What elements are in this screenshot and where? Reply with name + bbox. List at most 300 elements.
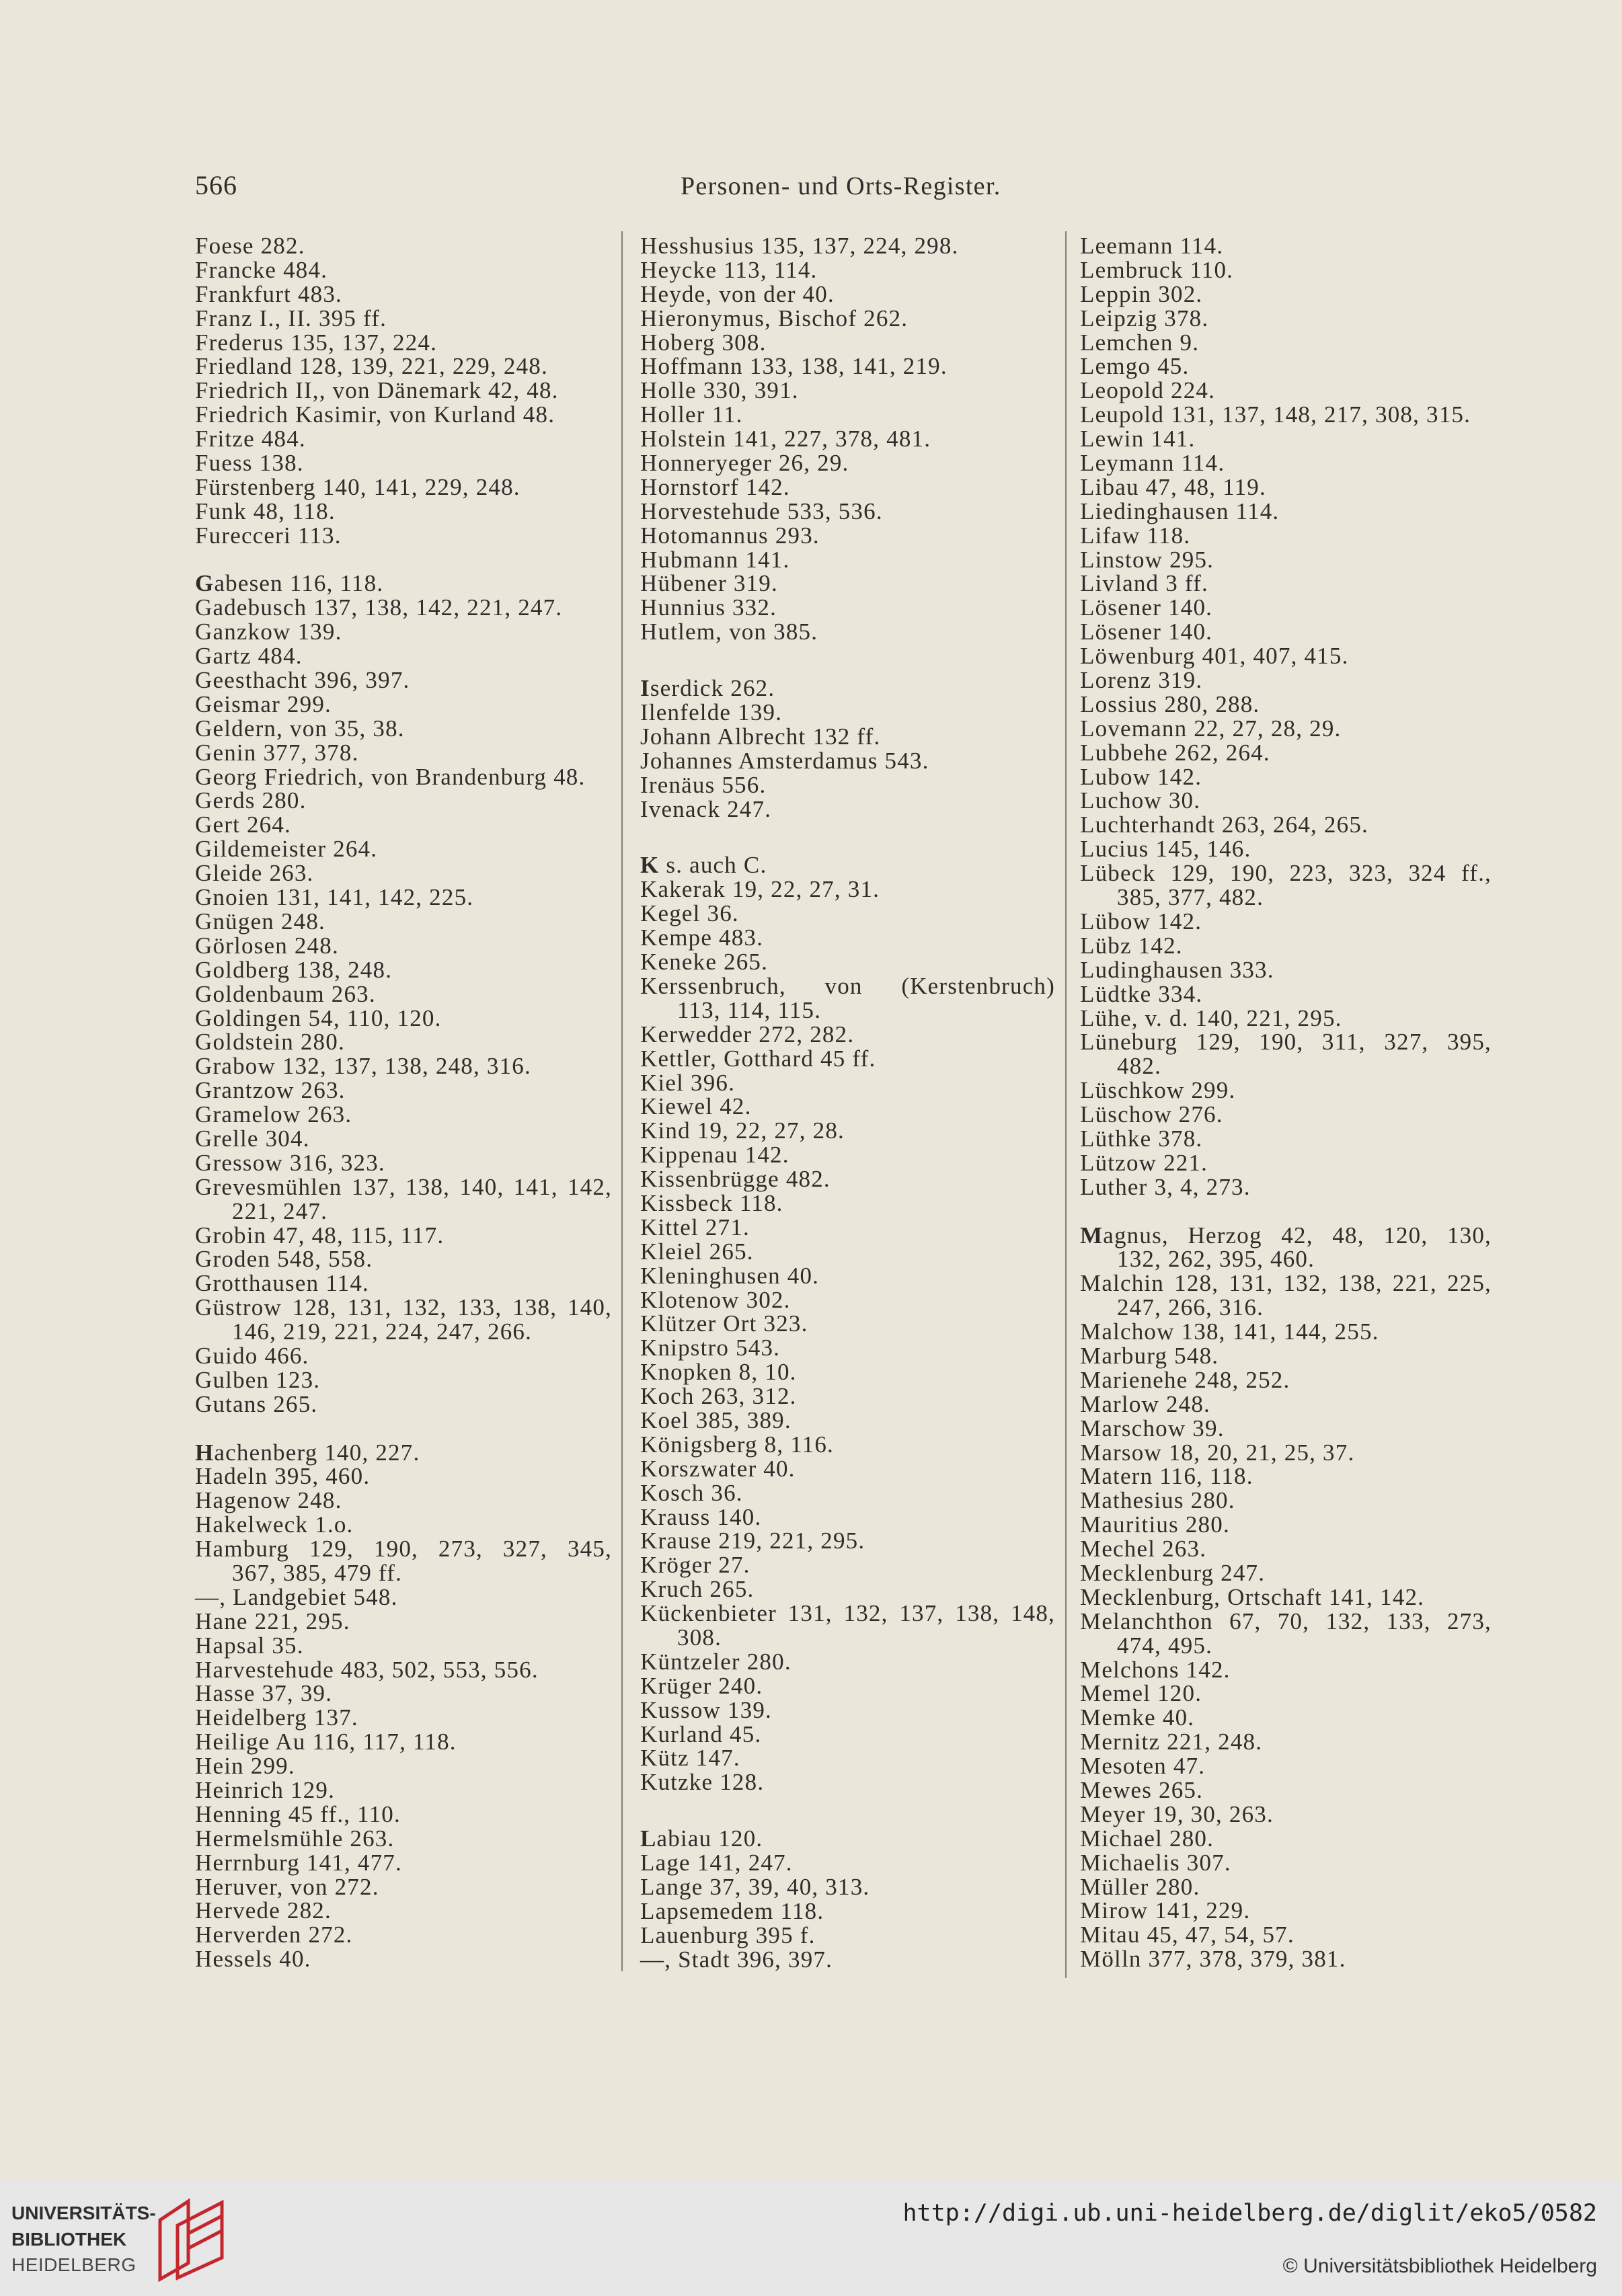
entry-line: Mirow 141, 229.: [1080, 1897, 1251, 1924]
index-entry: [640, 379, 1055, 403]
index-entry: [640, 1288, 1055, 1312]
index-entry: [1080, 451, 1492, 475]
entry-line: Memke 40.: [1080, 1704, 1195, 1731]
index-entry: [1080, 1851, 1492, 1875]
entry-line: Gadebusch 137, 138, 142, 221, 247.: [195, 594, 563, 621]
entry-line: Kind 19, 22, 27, 28.: [640, 1117, 845, 1144]
entry-line: Lüdtke 334.: [1080, 980, 1203, 1007]
index-entry: [1080, 1658, 1492, 1682]
index-entry: [195, 1778, 612, 1803]
index-entry: [1080, 1417, 1492, 1441]
entry-line: Kleninghusen 40.: [640, 1262, 820, 1289]
entry-line: Geldern, von 35, 38.: [195, 715, 405, 742]
entry-line: Frankfurt 483.: [195, 280, 342, 307]
index-entry: [195, 1658, 612, 1682]
entry-line: Gartz 484.: [195, 643, 303, 670]
index-entry: [195, 1464, 612, 1489]
index-entry: [640, 620, 1055, 644]
index-entry: [640, 1827, 1055, 1851]
index-entry: [195, 1078, 612, 1103]
entry-line: Lubow 142.: [1080, 763, 1202, 790]
entry-line: Lüthke 378.: [1080, 1125, 1203, 1152]
index-entry: [1080, 571, 1492, 596]
entry-line: Grobin 47, 48, 115, 117.: [195, 1222, 445, 1249]
entry-line: Honneryeger 26, 29.: [640, 450, 849, 477]
index-entry: [195, 1827, 612, 1851]
entry-line: Hermelsmühle 263.: [195, 1825, 395, 1852]
index-entry: [1080, 1464, 1492, 1489]
entry-line: Krüger 240.: [640, 1672, 763, 1699]
entry-line: Luther 3, 4, 273.: [1080, 1173, 1251, 1200]
index-entry: [1080, 861, 1492, 910]
entry-line: Hesshusius 135, 137, 224, 298.: [640, 233, 959, 259]
entry-line: Kegel 36.: [640, 900, 739, 927]
index-entry: [195, 571, 612, 596]
index-entry: [195, 1368, 612, 1392]
entry-line: Horvestehude 533, 536.: [640, 498, 883, 524]
index-entry: [1080, 596, 1492, 620]
index-entry: [195, 982, 612, 1006]
entry-line: Herverden 272.: [195, 1922, 353, 1948]
index-entry: [1080, 1151, 1492, 1175]
index-entry: [195, 1585, 612, 1610]
entry-line: Kütz 147.: [640, 1745, 740, 1772]
index-entry: [1080, 1224, 1492, 1272]
entry-line: Kippenau 142.: [640, 1142, 789, 1169]
entry-line: Linstow 295.: [1080, 546, 1214, 573]
entry-line: Mernitz 221, 248.: [1080, 1729, 1263, 1755]
entry-line: Klützer Ort 323.: [640, 1310, 808, 1337]
entry-line: Görlosen 248.: [195, 932, 339, 959]
index-entry: [640, 307, 1055, 331]
index-entry: [640, 1071, 1055, 1095]
index-entry: [640, 427, 1055, 451]
index-entry: [195, 1634, 612, 1658]
index-entry: [1080, 1320, 1492, 1344]
entry-line: Francke 484.: [195, 256, 328, 283]
letter-initial: H: [195, 1439, 215, 1466]
index-entry: [195, 1103, 612, 1127]
entry-line: Kröger 27.: [640, 1552, 750, 1579]
entry-continuation: 247, 266, 316.: [1117, 1294, 1264, 1321]
entry-line: Heilige Au 116, 117, 118.: [195, 1729, 457, 1755]
entry-line: Lützow 221.: [1080, 1149, 1208, 1176]
entry-line: —, Stadt 396, 397.: [640, 1946, 833, 1973]
index-entry: [1080, 1344, 1492, 1368]
entry-line: Irenäus 556.: [640, 771, 767, 798]
index-entry: [640, 524, 1055, 548]
index-entry: [640, 974, 1055, 1023]
entry-line: Gutans 265.: [195, 1390, 318, 1417]
entry-line: Müller 280.: [1080, 1873, 1200, 1900]
index-entry: [195, 1247, 612, 1271]
index-entry: [640, 1095, 1055, 1119]
index-entry: [195, 1392, 612, 1417]
entry-line: Goldberg 138, 248.: [195, 956, 393, 983]
permalink-url: http://digi.ub.uni-heidelberg.de/diglit/eko5/0582: [902, 2200, 1597, 2227]
index-entry: [195, 1730, 612, 1754]
entry-line: Melanchthon 67, 70, 132, 133, 273,: [1080, 1608, 1492, 1634]
index-entry: [640, 1948, 1055, 1972]
entry-line: Küntzeler 280.: [640, 1648, 791, 1675]
index-entry: [1080, 644, 1492, 668]
index-entry: [640, 877, 1055, 902]
index-entry: [1080, 282, 1492, 307]
index-entry: [640, 1360, 1055, 1384]
entry-line: Mecklenburg 247.: [1080, 1559, 1266, 1586]
letter-group: [640, 853, 1055, 1794]
index-entry: [1080, 1078, 1492, 1103]
entry-line: Marschow 39.: [1080, 1415, 1225, 1441]
library-name-line: BIBLIOTHEK: [11, 2228, 127, 2250]
entry-line: Johannes Amsterdamus 543.: [640, 747, 929, 774]
entry-line: Henning 45 ff., 110.: [195, 1800, 401, 1827]
entry-line: Knipstro 543.: [640, 1335, 781, 1361]
entry-line: Heinrich 129.: [195, 1777, 336, 1803]
entry-line: Holstein 141, 227, 378, 481.: [640, 426, 931, 452]
entry-line: Hubmann 141.: [640, 546, 790, 573]
entry-line: Mitau 45, 47, 54, 57.: [1080, 1922, 1295, 1948]
index-entry: [1080, 741, 1492, 765]
entry-line: Mechel 263.: [1080, 1536, 1207, 1562]
entry-line: Libau 47, 48, 119.: [1080, 473, 1266, 500]
entry-line: Koel 385, 389.: [640, 1407, 791, 1433]
index-entry: [1080, 307, 1492, 331]
entry-line: Ludinghausen 333.: [1080, 956, 1274, 983]
letter-group: [640, 1827, 1055, 1971]
index-entry: [640, 548, 1055, 572]
index-entry: [640, 1601, 1055, 1650]
entry-line: Kiel 396.: [640, 1069, 736, 1096]
index-entry: [195, 1875, 612, 1899]
index-entry: [1080, 331, 1492, 355]
index-entry: [1080, 354, 1492, 379]
index-entry: [640, 853, 1055, 877]
entry-line: Lemchen 9.: [1080, 329, 1200, 356]
letter-group: [195, 234, 612, 548]
entry-line: Kosch 36.: [640, 1479, 743, 1506]
entry-line: Gildemeister 264.: [195, 836, 378, 863]
entry-line: Goldstein 280.: [195, 1029, 345, 1056]
index-entry: [195, 958, 612, 982]
letter-initial: K: [640, 852, 660, 879]
index-entry: [195, 258, 612, 282]
entry-line: Mesoten 47.: [1080, 1753, 1206, 1780]
letter-initial: I: [640, 675, 650, 702]
index-entry: [640, 1746, 1055, 1770]
entry-line: Hotomannus 293.: [640, 522, 820, 549]
index-entry: [195, 1947, 612, 1971]
entry-line: Lubbehe 262, 264.: [1080, 739, 1270, 766]
index-entry: [640, 1119, 1055, 1143]
entry-line: Genin 377, 378.: [195, 739, 359, 766]
entry-line: Lorenz 319.: [1080, 667, 1203, 694]
entry-line: Knopken 8, 10.: [640, 1359, 797, 1386]
entry-line: Heycke 113, 114.: [640, 256, 818, 283]
index-entry: [1080, 1561, 1492, 1585]
entry-line: Heyde, von der 40.: [640, 280, 835, 307]
entry-line: Meyer 19, 30, 263.: [1080, 1800, 1274, 1827]
running-title: Personen- und Orts-Register.: [681, 172, 1001, 200]
index-entry: [640, 1023, 1055, 1047]
index-entry: [1080, 1030, 1492, 1078]
index-entry: [1080, 258, 1492, 282]
entry-line: Leipzig 378.: [1080, 305, 1209, 331]
entry-line: Lage 141, 247.: [640, 1850, 793, 1876]
entry-line: Friedrich Kasimir, von Kurland 48.: [195, 401, 555, 428]
entry-line: Hapsal 35.: [195, 1632, 304, 1659]
index-entry: [195, 668, 612, 692]
index-entry: [195, 1513, 612, 1537]
entry-line: Malchin 128, 131, 132, 138, 221, 225,: [1080, 1270, 1492, 1297]
entry-line: Michaelis 307.: [1080, 1849, 1231, 1876]
index-entry: [640, 1924, 1055, 1948]
index-entry: [1080, 1923, 1492, 1947]
entry-line: Koch 263, 312.: [640, 1383, 797, 1410]
index-entry: [195, 644, 612, 668]
index-entry: [195, 861, 612, 885]
entry-line: Lapsemedem 118.: [640, 1897, 824, 1924]
library-footer: [0, 2180, 1622, 2296]
index-entry: [195, 1224, 612, 1248]
entry-line: Heruver, von 272.: [195, 1873, 379, 1900]
entry-line: Kissbeck 118.: [640, 1189, 783, 1216]
entry-line: Lovemann 22, 27, 28, 29.: [1080, 715, 1342, 742]
entry-line: Hunnius 332.: [640, 594, 777, 621]
entry-line: Lüschkow 299.: [1080, 1077, 1236, 1104]
entry-line: Kutzke 128.: [640, 1769, 765, 1796]
letter-initial: L: [640, 1825, 657, 1852]
entry-line: Holle 330, 391.: [640, 377, 799, 404]
index-entry: [195, 1030, 612, 1054]
entry-line: Malchow 138, 141, 144, 255.: [1080, 1318, 1379, 1345]
entry-line: Grantzow 263.: [195, 1077, 346, 1104]
entry-line: Kissenbrügge 482.: [640, 1166, 831, 1193]
index-entry: [640, 1577, 1055, 1601]
index-entry: [195, 1851, 612, 1875]
index-entry: [195, 692, 612, 717]
index-entry: [640, 1143, 1055, 1167]
entry-line: Grotthausen 114.: [195, 1270, 369, 1297]
entry-line: Grevesmühlen 137, 138, 140, 141, 142,: [195, 1173, 612, 1200]
entry-line: Kettler, Gotthard 45 ff.: [640, 1045, 876, 1072]
index-entry: [195, 475, 612, 500]
entry-line: Hein 299.: [195, 1753, 295, 1780]
entry-line: Lossius 280, 288.: [1080, 690, 1260, 717]
index-entry: [640, 354, 1055, 379]
entry-line: Friedrich II,, von Dänemark 42, 48.: [195, 377, 559, 404]
letter-group: [640, 234, 1055, 644]
entry-line: Kempe 483.: [640, 924, 764, 951]
entry-line: Gleide 263.: [195, 860, 314, 887]
entry-line: Foese 282.: [195, 233, 305, 259]
index-entry: [1080, 1368, 1492, 1392]
index-entry: [640, 701, 1055, 725]
entry-line: Holler 11.: [640, 401, 743, 428]
entry-line: Georg Friedrich, von Brandenburg 48.: [195, 763, 586, 790]
entry-line: Leymann 114.: [1080, 450, 1225, 477]
entry-line: Fürstenberg 140, 141, 229, 248.: [195, 473, 520, 500]
entry-line: Kakerak 19, 22, 27, 31.: [640, 876, 880, 903]
entry-continuation: 113, 114, 115.: [677, 996, 822, 1023]
entry-line: Harvestehude 483, 502, 553, 556.: [195, 1656, 539, 1683]
letter-group: [195, 1441, 612, 1972]
entry-line: Liedinghausen 114.: [1080, 498, 1280, 524]
index-entry: [195, 234, 612, 258]
index-entry: [640, 1650, 1055, 1674]
entry-line: Hadeln 395, 460.: [195, 1463, 371, 1490]
entry-line: Mathesius 280.: [1080, 1487, 1235, 1514]
entry-line: Guido 466.: [195, 1342, 309, 1369]
entry-line: Livland 3 ff.: [1080, 570, 1208, 597]
entry-line: K s. auch C.: [640, 852, 767, 879]
entry-line: Kittel 271.: [640, 1214, 750, 1240]
entry-line: Labiau 120.: [640, 1825, 763, 1852]
index-entry: [1080, 1585, 1492, 1610]
index-entry: [1080, 1706, 1492, 1730]
column-rule-right: [1065, 231, 1067, 1978]
index-entry: [1080, 1875, 1492, 1899]
index-entry: [640, 1553, 1055, 1577]
index-entry: [640, 282, 1055, 307]
entry-line: Gulben 123.: [195, 1366, 321, 1393]
entry-line: Hakelweck 1.o.: [195, 1511, 354, 1538]
entry-line: Matern 116, 118.: [1080, 1463, 1253, 1490]
entry-line: Heidelberg 137.: [195, 1704, 358, 1731]
index-entry: [195, 596, 612, 620]
index-entry: [640, 676, 1055, 701]
index-entry: [640, 1264, 1055, 1288]
entry-line: Luchterhandt 263, 264, 265.: [1080, 811, 1368, 838]
index-entry: [195, 282, 612, 307]
entry-line: Marburg 548.: [1080, 1342, 1219, 1369]
index-entry: [195, 1754, 612, 1778]
entry-line: Fritze 484.: [195, 426, 306, 452]
index-entry: [1080, 692, 1492, 717]
entry-line: Hornstorf 142.: [640, 473, 790, 500]
index-entry: [1080, 620, 1492, 644]
entry-line: Geismar 299.: [195, 690, 332, 717]
entry-continuation: 146, 219, 221, 224, 247, 266.: [232, 1318, 533, 1345]
letter-group: [640, 676, 1055, 821]
index-entry: [195, 717, 612, 741]
index-entry: [195, 524, 612, 548]
entry-line: Memel 120.: [1080, 1680, 1202, 1707]
entry-line: Groden 548, 558.: [195, 1246, 373, 1273]
index-entry: [1080, 1827, 1492, 1851]
index-entry: [640, 1047, 1055, 1071]
index-entry: [195, 307, 612, 331]
entry-line: Hoffmann 133, 138, 141, 219.: [640, 353, 948, 380]
entry-line: Lübeck 129, 190, 223, 323, 324 ff.,: [1080, 860, 1492, 887]
entry-line: Lewin 141.: [1080, 426, 1196, 452]
entry-line: Lübow 142.: [1080, 908, 1202, 935]
index-entry: [640, 1899, 1055, 1924]
entry-line: Mölln 377, 378, 379, 381.: [1080, 1946, 1346, 1973]
index-entry: [640, 234, 1055, 258]
entry-line: Iserdick 262.: [640, 675, 775, 702]
index-entry: [640, 1336, 1055, 1360]
entry-line: Gnügen 248.: [195, 908, 326, 935]
entry-line: Hervede 282.: [195, 1897, 332, 1924]
index-entry: [640, 596, 1055, 620]
entry-line: Leupold 131, 137, 148, 217, 308, 315.: [1080, 401, 1471, 428]
index-entry: [195, 1271, 612, 1296]
index-entry: [640, 1875, 1055, 1899]
entry-line: Lauenburg 395 f.: [640, 1922, 816, 1948]
entry-line: Lübz 142.: [1080, 932, 1183, 959]
entry-line: Leemann 114.: [1080, 233, 1224, 259]
index-entry: [1080, 1730, 1492, 1754]
entry-line: Melchons 142.: [1080, 1656, 1231, 1683]
index-entry: [1080, 1489, 1492, 1513]
index-entry: [1080, 548, 1492, 572]
entry-line: Goldenbaum 263.: [195, 980, 376, 1007]
index-entry: [1080, 982, 1492, 1006]
copyright-notice: © Universitätsbibliothek Heidelberg: [1282, 2255, 1597, 2277]
entry-line: Ganzkow 139.: [195, 619, 342, 645]
index-entry: [1080, 1947, 1492, 1971]
entry-line: Kerwedder 272, 282.: [640, 1021, 855, 1047]
index-entry: [1080, 1006, 1492, 1031]
entry-line: Güstrow 128, 131, 132, 133, 138, 140,: [195, 1294, 612, 1321]
library-name: [11, 2201, 156, 2279]
index-entry: [640, 1409, 1055, 1433]
index-entry: [1080, 813, 1492, 837]
entry-continuation: 221, 247.: [232, 1197, 328, 1224]
entry-line: Lucius 145, 146.: [1080, 836, 1251, 863]
entry-line: Franz I., II. 395 ff.: [195, 305, 387, 331]
index-entry: [640, 1216, 1055, 1240]
index-entry: [195, 837, 612, 861]
entry-line: Lösener 140.: [1080, 594, 1213, 621]
letter-group: [1080, 1224, 1492, 1972]
index-entry: [195, 1151, 612, 1175]
index-entry: [195, 1489, 612, 1513]
index-entry: [195, 1344, 612, 1368]
entry-line: Kleiel 265.: [640, 1238, 754, 1265]
index-entry: [195, 765, 612, 789]
index-entry: [640, 1312, 1055, 1336]
entry-line: Grelle 304.: [195, 1125, 310, 1152]
entry-line: Mecklenburg, Ortschaft 141, 142.: [1080, 1583, 1425, 1610]
index-entry: [195, 379, 612, 403]
entry-line: Friedland 128, 139, 221, 229, 248.: [195, 353, 548, 380]
entry-continuation: 308.: [677, 1624, 722, 1651]
index-entry: [640, 1167, 1055, 1191]
library-name-line: HEIDELBERG: [11, 2254, 137, 2275]
entry-line: Grabow 132, 137, 138, 248, 316.: [195, 1053, 531, 1080]
index-entry: [1080, 765, 1492, 789]
index-entry: [1080, 1800, 1492, 1827]
entry-line: Mewes 265.: [1080, 1777, 1204, 1803]
entry-continuation: 132, 262, 395, 460.: [1117, 1246, 1315, 1273]
entry-continuation: 367, 385, 479 ff.: [232, 1559, 403, 1586]
index-entry: [1080, 1681, 1492, 1706]
index-entry: [640, 258, 1055, 282]
index-entry: [640, 797, 1055, 822]
entry-line: Keneke 265.: [640, 949, 769, 976]
index-entry: [195, 1054, 612, 1078]
entry-line: Hoberg 308.: [640, 329, 767, 356]
index-entry: [195, 1899, 612, 1923]
entry-continuation: 385, 377, 482.: [1117, 884, 1264, 911]
index-entry: [640, 1505, 1055, 1530]
entry-line: Gabesen 116, 118.: [195, 570, 384, 597]
index-entry: [640, 1529, 1055, 1553]
index-entry: [640, 451, 1055, 475]
index-entry: [195, 934, 612, 958]
